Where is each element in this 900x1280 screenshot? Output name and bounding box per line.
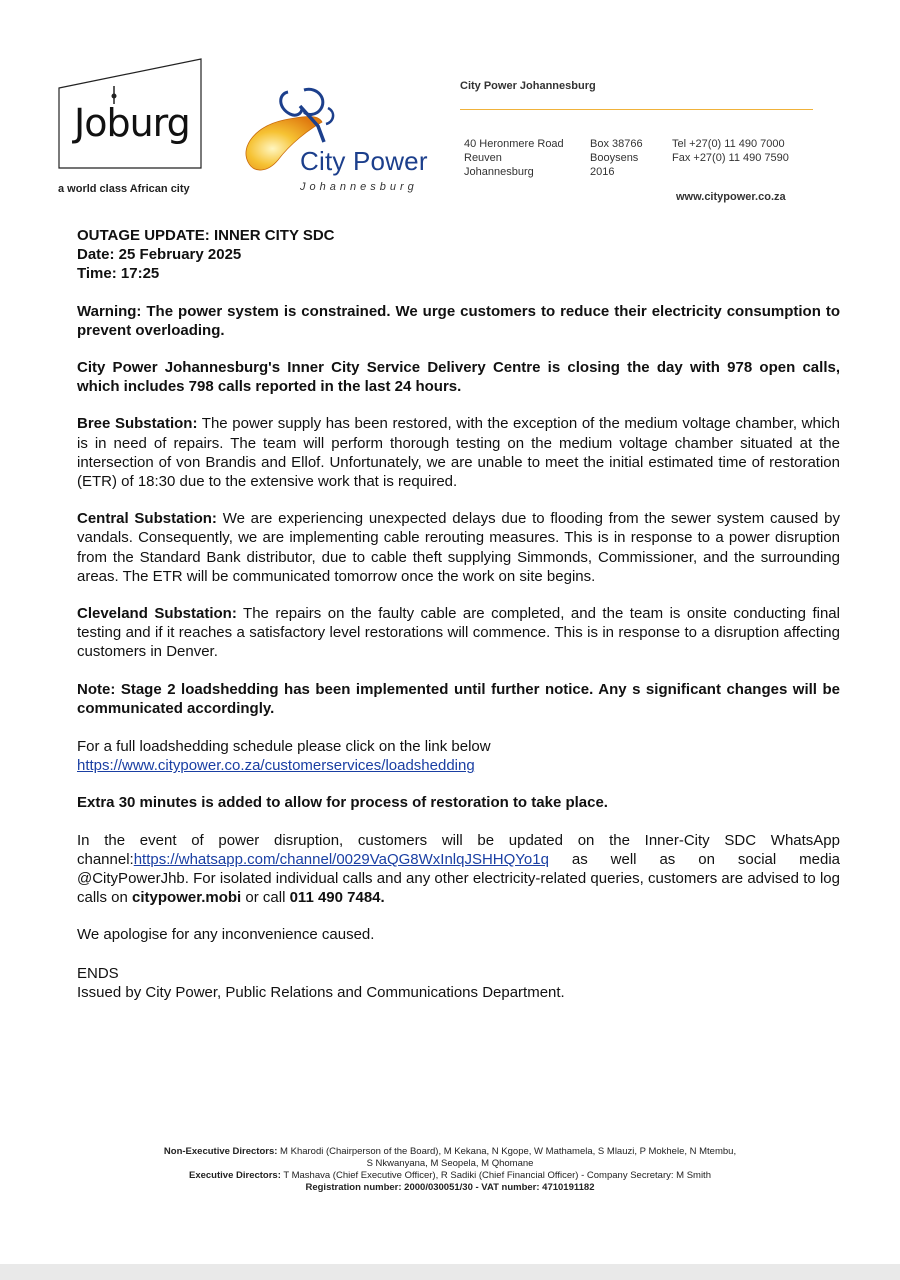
schedule-block <box>77 737 840 775</box>
notice-title: OUTAGE UPDATE: INNER CITY SDC <box>77 227 335 244</box>
directors-footer <box>100 1146 800 1194</box>
warning-paragraph: Warning: The power system is constrained. We urge customers to reduce their electricity consumption to prevent overloading. <box>77 302 840 339</box>
fax-line: Fax +27(0) 11 490 7590 <box>672 152 789 164</box>
city-power-name: City Power <box>300 146 428 176</box>
whatsapp-paragraph <box>77 831 840 908</box>
central-label: Central Substation: <box>77 510 217 528</box>
exec-directors <box>100 1170 800 1182</box>
contact-numbers <box>672 137 789 165</box>
apology-paragraph: We apologise for any inconvenience caused. <box>77 926 375 944</box>
notice-date: Date: 25 February 2025 <box>77 246 242 264</box>
joburg-logo <box>58 58 203 168</box>
address-line: Johannesburg <box>464 166 534 178</box>
extra-time-paragraph: Extra 30 minutes is added to allow for process of restoration to take place. <box>77 794 608 812</box>
non-exec-directors <box>100 1146 800 1158</box>
ends-marker: ENDS <box>77 964 119 982</box>
city-power-butterfly-icon <box>238 86 443 196</box>
or-call: or call <box>241 889 290 907</box>
postal-line: Booysens <box>590 152 639 164</box>
whatsapp-rest: as well as on social media @CityPowerJhb. For isolated individual calls and any other electricity-related queries, customers are advised to log calls on <box>77 850 840 907</box>
mobi-site: citypower.mobi <box>132 889 242 907</box>
whatsapp-intro: In the event of power disruption, customers will be updated on the Inner-City SDC WhatsApp channel: <box>77 831 840 868</box>
exec-label: Executive Directors: <box>189 1170 281 1181</box>
address-line: Reuven <box>464 152 502 164</box>
tel-line: Tel +27(0) 11 490 7000 <box>672 138 785 150</box>
website: www.citypower.co.za <box>676 191 786 203</box>
org-name: City Power Johannesburg <box>460 80 596 92</box>
central-text: We are experiencing unexpected delays due to flooding from the sewer system caused by vandals. Consequently, we are implementing cable rerouting measures. This is in response to a power disruption from the Standard Bank distributor, due to cable theft supplying Simmonds, Commissioner, and the surrounding areas. The ETR will be communicated tomorrow once the work on site begins. <box>77 510 840 585</box>
whatsapp-channel-link[interactable]: https://whatsapp.com/channel/0029VaQG8WxInlqJSHHQYo1q <box>133 850 549 868</box>
cleveland-label: Cleveland Substation: <box>77 605 237 623</box>
registration-line: Registration number: 2000/030051/30 - VAT number: 4710191182 <box>305 1182 595 1193</box>
city-power-logo <box>238 86 443 196</box>
city-power-subtitle: Johannesburg <box>300 181 418 193</box>
schedule-text: For a full loadshedding schedule please click on the link below <box>77 738 491 756</box>
bottom-strip <box>0 1264 900 1280</box>
postal-line: 2016 <box>590 166 615 178</box>
cleveland-text: The repairs on the faulty cable are completed, and the team is onsite conducting final testing and if it reaches a satisfactory level restorations will commence. This is in response to a disruption affecting customers in Denver. <box>77 605 840 661</box>
notice-body <box>77 226 840 1002</box>
issued-by: Issued by City Power, Public Relations and Communications Department. <box>77 983 565 1001</box>
joburg-wordmark: Joburg <box>74 101 190 145</box>
header-divider <box>460 109 813 110</box>
street-address <box>464 137 564 179</box>
address-line: 40 Heronmere Road <box>464 138 564 150</box>
postal-address <box>590 137 643 179</box>
ends-block <box>77 964 840 1002</box>
bree-label: Bree Substation: <box>77 415 198 433</box>
bree-text: The power supply has been restored, with the exception of the medium voltage chamber, which is in need of repairs. The team will perform thorough testing on the medium voltage chamber situated at the intersection of von Brandis and Ellof. Unfortunately, we are unable to meet the initial estimated time of restoration (ETR) of 18:30 due to the extensive work that is required. <box>77 415 841 491</box>
non-exec-label: Non-Executive Directors: <box>163 1146 278 1157</box>
cleveland-paragraph <box>77 604 840 662</box>
central-paragraph <box>77 509 840 586</box>
note-paragraph: Note: Stage 2 loadshedding has been implemented until further notice. Any s significant changes will be communicated accordingly. <box>77 680 840 717</box>
non-exec-names: M Kharodi (Chairperson of the Board), M Kekana, N Kgope, W Mathamela, S Mlauzi, P Mokhele, N Mtembu, <box>277 1146 737 1157</box>
postal-line: Box 38766 <box>590 138 643 150</box>
exec-names: T Mashava (Chief Executive Officer), R Sadiki (Chief Financial Officer) - Company Secretary: M Smith <box>280 1170 711 1181</box>
non-exec-names-cont: S Nkwanyana, M Seopela, M Qhomane <box>366 1158 534 1169</box>
loadshedding-link[interactable]: https://www.citypower.co.za/customerservices/loadshedding <box>77 757 475 775</box>
summary-paragraph: City Power Johannesburg's Inner City Service Delivery Centre is closing the day with 978 open calls, which includes 798 calls reported in the last 24 hours. <box>77 359 840 396</box>
bree-paragraph <box>77 414 840 491</box>
notice-time: Time: 17:25 <box>77 265 160 283</box>
joburg-tagline: a world class African city <box>58 183 190 195</box>
call-number: 011 490 7484. <box>289 889 385 907</box>
